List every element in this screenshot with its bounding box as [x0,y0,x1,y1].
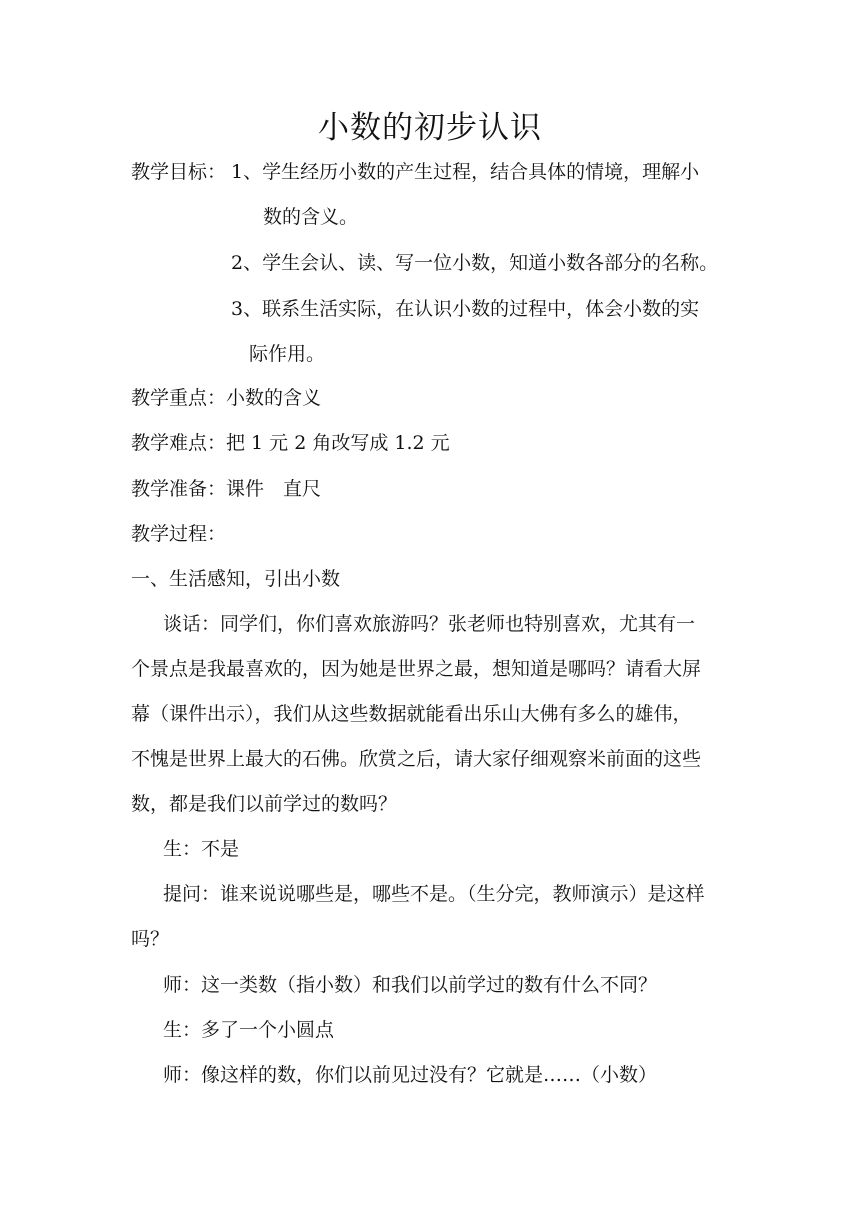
teacher-line-2: 师：像这样的数，你们以前见过没有？它就是……（小数） [163,1064,658,1086]
difficulty: 教学难点：把 1 元 2 角改写成 1.2 元 [131,432,450,454]
preparation: 教学准备：课件 直尺 [131,478,322,500]
objective-2: 2、学生会认、读、写一位小数，知道小数各部分的名称。 [231,252,719,274]
paragraph-1-line: 不愧是世界上最大的石佛。欣赏之后，请大家仔细观察米前面的这些 [131,748,702,770]
paragraph-1-line: 谈话：同学们，你们喜欢旅游吗？张老师也特别喜欢，尤其有一 [163,613,696,635]
objectives-label: 教学目标： [131,161,227,183]
teacher-line-1: 师：这一类数（指小数）和我们以前学过的数有什么不同？ [163,974,658,996]
student-reply-2: 生：多了一个小圆点 [163,1019,335,1041]
question-line: 吗？ [131,928,170,950]
objective-3-line-1: 3、联系生活实际，在认识小数的过程中，体会小数的实 [231,298,700,320]
paragraph-1-line: 幕（课件出示），我们从这些数据就能看出乐山大佛有多么的雄伟， [131,703,692,725]
question-line: 提问：谁来说说哪些是，哪些不是。（生分完，教师演示）是这样 [163,883,705,905]
key-point: 教学重点：小数的含义 [131,387,322,409]
paragraph-1-line: 数，都是我们以前学过的数吗？ [131,793,398,815]
paragraph-1-line: 个景点是我最喜欢的，因为她是世界之最，想知道是哪吗？请看大屏 [131,658,702,680]
page-title: 小数的初步认识 [318,110,542,146]
objective-1-line-1: 1、学生经历小数的产生过程，结合具体的情境，理解小 [231,161,700,183]
section-1-heading: 一、生活感知，引出小数 [131,568,341,590]
objective-1-line-2: 数的含义。 [263,206,359,228]
student-reply-1: 生：不是 [163,838,240,860]
process-heading: 教学过程： [131,523,227,545]
objective-3-line-2: 际作用。 [249,343,326,365]
